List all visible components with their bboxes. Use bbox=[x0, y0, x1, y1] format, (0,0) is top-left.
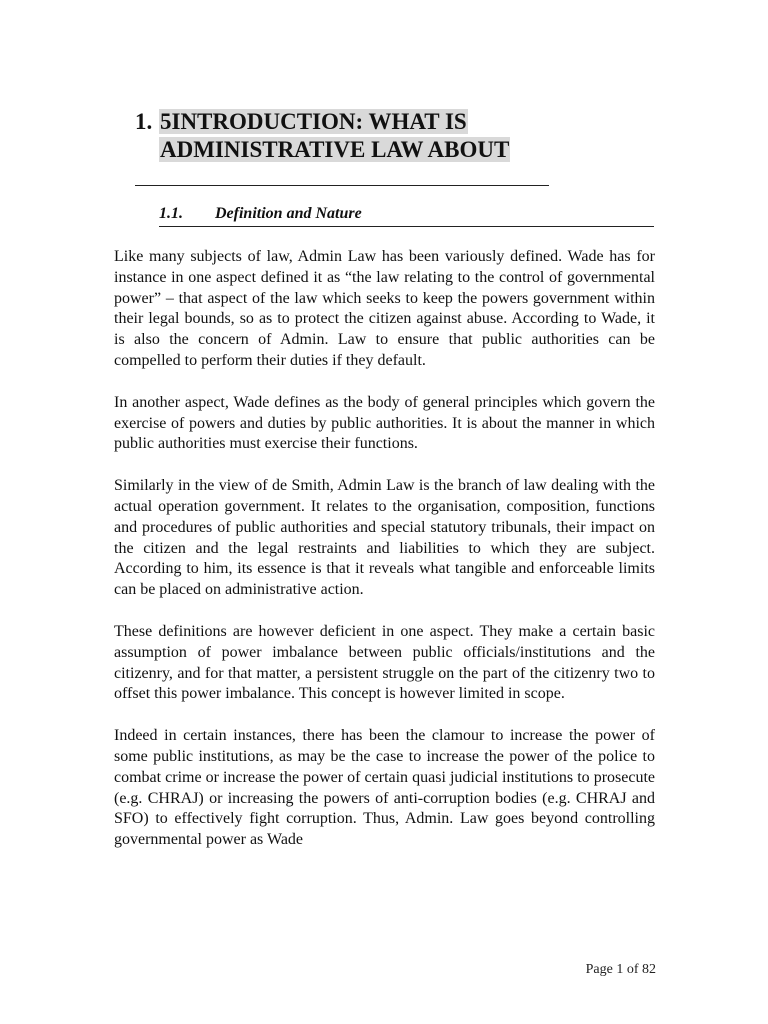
page-number: Page 1 of 82 bbox=[585, 962, 656, 977]
paragraph: Like many subjects of law, Admin Law has been variously defined. Wade has for instance in one aspect defined it as “the law relating to the control of governmental power” – that aspect of the law which seeks to keep the powers government within their legal bounds, so as to protect the citizen against abuse. According to Wade, it is also the concern of Admin. Law to ensure that public authorities can be compelled to perform their duties if they default. bbox=[114, 248, 655, 369]
chapter-heading bbox=[135, 108, 510, 164]
chapter-heading-line-1 bbox=[135, 108, 510, 136]
section-heading bbox=[159, 204, 654, 227]
section-title: Definition and Nature bbox=[215, 205, 362, 222]
section-number: 1.1. bbox=[159, 205, 183, 222]
chapter-title-line-2: ADMINISTRATIVE LAW ABOUT bbox=[160, 137, 510, 162]
chapter-number: 1. bbox=[135, 109, 153, 134]
paragraph: In another aspect, Wade defines as the body of general principles which govern the exercise of powers and duties by public authorities. It is about the manner in which public authorities must exercise their functions. bbox=[114, 393, 655, 453]
paragraph: Indeed in certain instances, there has been the clamour to increase the power of some public institutions, as may be the case to increase the power of the police to combat crime or increase the power of certain quasi judicial institutions to prosecute (e.g. CHRAJ) or increasing the powers of anti-corruption bodies (e.g. CHRAJ and SFO) to effectively fight corruption. Thus, Admin. Law goes beyond controlling governmental power as Wade bbox=[114, 727, 655, 849]
heading-divider bbox=[135, 185, 549, 186]
body-text bbox=[114, 247, 655, 872]
chapter-heading-line-2 bbox=[135, 136, 510, 164]
paragraph: These definitions are however deficient in one aspect. They make a certain basic assumption of power imbalance between public officials/institutions and the citizenry, and for that matter, a persistent struggle on the part of the citizenry two to offset this power imbalance. This concept is however limited in scope. bbox=[114, 622, 655, 703]
chapter-title-line-1: 5INTRODUCTION: WHAT IS bbox=[160, 109, 467, 134]
paragraph: Similarly in the view of de Smith, Admin Law is the branch of law dealing with the actual operation government. It relates to the organisation, composition, functions and procedures of public authorities and special statutory tribunals, their impact on the citizen and the legal restraints and liabilities to which they are subject. According to him, its essence is that it reveals what tangible and enforceable limits can be placed on administrative action. bbox=[114, 477, 655, 599]
